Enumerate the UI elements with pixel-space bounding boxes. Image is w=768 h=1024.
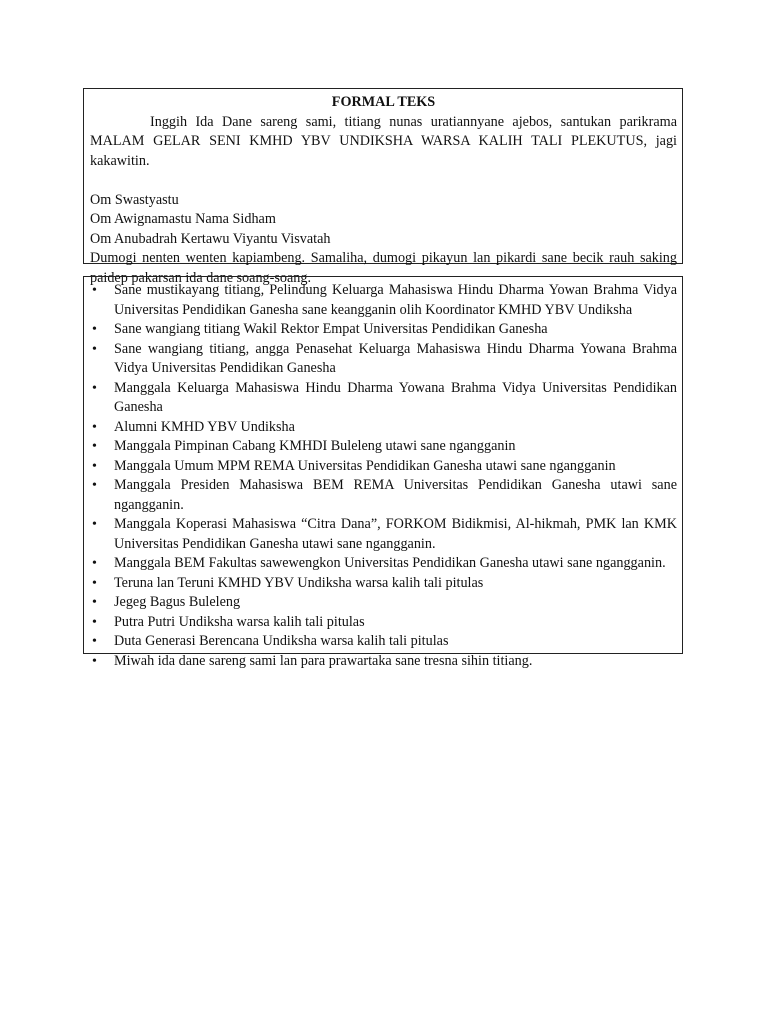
bullet-icon: •	[92, 478, 97, 493]
bullet-icon: •	[92, 575, 97, 591]
opening-text-box	[83, 88, 683, 286]
list-item	[89, 613, 677, 633]
list-item	[89, 418, 677, 438]
list-item-text: Manggala Koperasi Mahasiswa “Citra Dana”, FORKOM Bidikmisi, Al-hikmah, PMK lan KMK Universitas Pendidikan Ganesha utawi sane ngangganin.	[114, 516, 677, 552]
list-item-text: Sane wangiang titiang Wakil Rektor Empat Universitas Pendidikan Ganesha	[114, 321, 548, 337]
list-item	[89, 554, 677, 574]
bullet-icon: •	[92, 517, 97, 532]
list-item	[89, 476, 677, 515]
list-item-text: Sane mustikayang titiang, Pelindung Keluarga Mahasiswa Hindu Dharma Yowan Brahma Vidya Universitas Pendidikan Ganesha sane keangganin olih Koordinator KMHD YBV Undiksha	[114, 282, 677, 318]
spacer	[90, 171, 677, 191]
intro-paragraph: Inggih Ida Dane sareng sami, titiang nunas uratiannyane ajebos, santukan parikrama MALAM GELAR SENI KMHD YBV UNDIKSHA WARSA KALIH TALI PLEKUTUS, jagi kakawitin.	[90, 113, 677, 169]
list-item	[89, 437, 677, 457]
bullet-icon: •	[92, 556, 97, 571]
list-item	[89, 379, 677, 418]
list-item	[89, 632, 677, 652]
salutation-list	[89, 281, 677, 671]
document-title: FORMAL TEKS	[331, 94, 436, 110]
bullet-icon: •	[92, 653, 97, 669]
list-item-text: Manggala Umum MPM REMA Universitas Pendidikan Ganesha utawi sane ngangganin	[114, 457, 616, 474]
list-item	[89, 593, 677, 613]
bullet-icon: •	[92, 458, 97, 474]
bullet-icon: •	[92, 322, 97, 337]
list-item-text: Teruna lan Teruni KMHD YBV Undiksha warsa kalih tali pitulas	[114, 574, 484, 591]
greeting-line: Om Swastyastu	[90, 191, 179, 208]
list-item	[89, 281, 677, 320]
list-item-text: Manggala Presiden Mahasiswa BEM REMA Universitas Pendidikan Ganesha utawi sane ngangganin.	[114, 477, 677, 513]
list-item	[89, 574, 677, 594]
list-item-text: Sane wangiang titiang, angga Penasehat Keluarga Mahasiswa Hindu Dharma Yowana Brahma Vidya Universitas Pendidikan Ganesha	[114, 340, 677, 376]
bullet-icon: •	[92, 283, 97, 298]
bullet-icon: •	[92, 614, 97, 630]
list-item	[89, 652, 677, 672]
bullet-icon: •	[92, 595, 97, 610]
bullet-icon: •	[92, 341, 97, 357]
greeting-line: Om Awignamastu Nama Sidham	[90, 211, 276, 227]
greeting-line: Om Anubadrah Kertawu Viyantu Visvatah	[90, 230, 331, 247]
bullet-icon: •	[92, 634, 97, 649]
list-item-text: Alumni KMHD YBV Undiksha	[114, 418, 295, 435]
list-item	[89, 515, 677, 554]
list-item-text: Manggala BEM Fakultas sawewengkon Universitas Pendidikan Ganesha utawi sane ngangganin.	[114, 555, 666, 571]
list-item-text: Jegeg Bagus Buleleng	[114, 594, 241, 610]
list-item-text: Putra Putri Undiksha warsa kalih tali pitulas	[114, 613, 365, 630]
bullet-icon: •	[92, 419, 97, 435]
list-item	[89, 340, 677, 379]
list-item	[89, 457, 677, 477]
bullet-icon: •	[92, 380, 97, 396]
list-item-text: Duta Generasi Berencana Undiksha warsa kalih tali pitulas	[114, 633, 449, 649]
bullet-icon: •	[92, 439, 97, 454]
list-item	[89, 320, 677, 340]
closing-paragraph: Dumogi nenten wenten kapiambeng. Samaliha, dumogi pikayun lan pikardi sane becik rauh saking paidep pakarsan ida dane soang-soang.	[90, 250, 677, 286]
list-item-text: Miwah ida dane sareng sami lan para prawartaka sane tresna sihin titiang.	[114, 652, 533, 669]
list-item-text: Manggala Keluarga Mahasiswa Hindu Dharma Yowana Brahma Vidya Universitas Pendidikan Ganesha	[114, 379, 677, 415]
list-item-text: Manggala Pimpinan Cabang KMHDI Buleleng utawi sane ngangganin	[114, 438, 516, 454]
salutation-list-box	[83, 276, 683, 669]
